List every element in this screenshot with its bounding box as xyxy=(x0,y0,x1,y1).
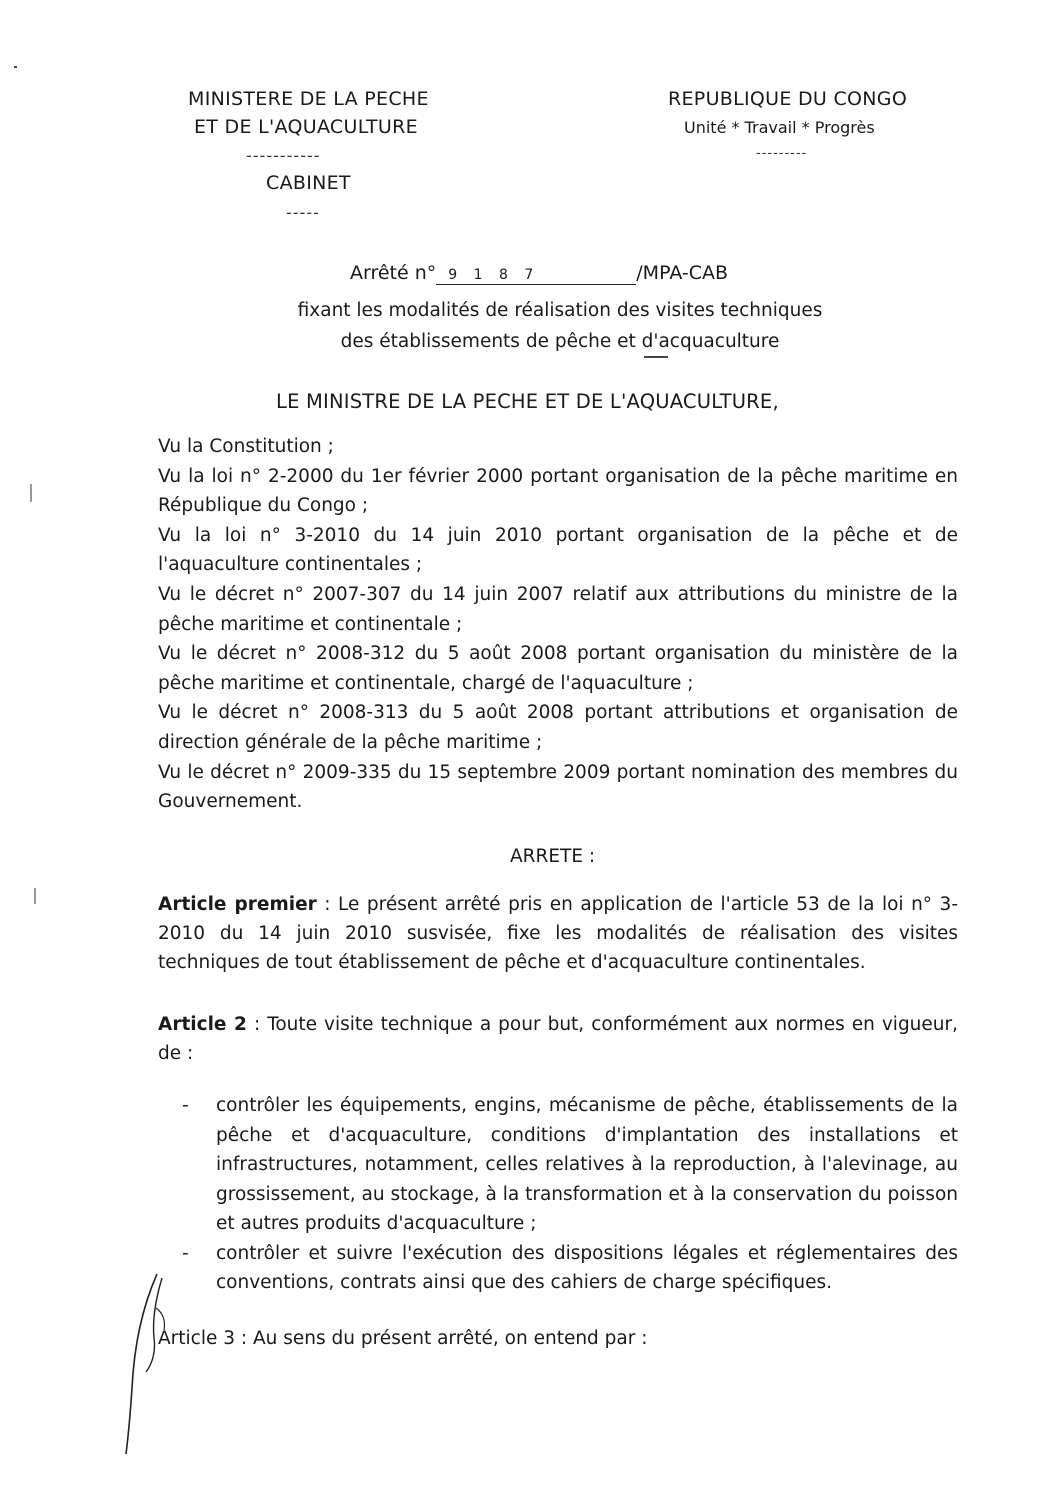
bullet-dash: - xyxy=(182,1242,189,1264)
decree-subtitle-line2: des établissements de pêche et d'acquaculture xyxy=(340,331,780,352)
decree-title xyxy=(350,262,728,285)
article-2-bullets xyxy=(182,1091,958,1298)
arrete-heading: ARRETE : xyxy=(510,846,596,867)
legal-basis-list xyxy=(158,432,958,817)
ministry-name-line2: ET DE L'AQUACULTURE xyxy=(194,116,418,138)
national-motto: Unité * Travail * Progrès xyxy=(684,118,875,137)
decree-subtitle-line1: fixant les modalités de réalisation des visites techniques xyxy=(297,300,823,321)
legal-basis-item: Vu la loi n° 2-2000 du 1er février 2000 portant organisation de la pêche maritime en République du Congo ; xyxy=(158,465,958,517)
handwritten-initials-mark xyxy=(112,1268,182,1458)
scan-speck xyxy=(14,66,17,68)
legal-basis-item: Vu le décret n° 2007-307 du 14 juin 2007 relatif aux attributions du ministre de la pêche maritime et continentale ; xyxy=(158,583,958,635)
cabinet-separator: ----- xyxy=(286,203,320,222)
legal-basis-item: Vu la Constitution ; xyxy=(158,436,334,457)
republic-name: REPUBLIQUE DU CONGO xyxy=(668,88,908,110)
bullet-text: contrôler et suivre l'exécution des dispositions légales et réglementaires des conventions, contrats ainsi que des cahiers de charge spécifiques. xyxy=(216,1242,958,1293)
scan-speck xyxy=(644,356,668,358)
legal-basis-item: Vu la loi n° 3-2010 du 14 juin 2010 portant organisation de la pêche et de l'aquaculture continentales ; xyxy=(158,524,958,576)
cabinet-label: CABINET xyxy=(266,172,351,194)
list-item xyxy=(182,1091,958,1239)
scan-speck xyxy=(30,484,32,502)
legal-basis-item: Vu le décret n° 2008-312 du 5 août 2008 portant organisation du ministère de la pêche maritime et continentale, chargé de l'aquaculture ; xyxy=(158,643,958,694)
minister-heading: LE MINISTRE DE LA PECHE ET DE L'AQUACULTURE, xyxy=(276,390,779,413)
article-1 xyxy=(158,890,958,977)
article-1-label: Article premier xyxy=(158,894,317,915)
ministry-separator: ----------- xyxy=(246,146,321,165)
legal-basis-item: Vu le décret n° 2009-335 du 15 septembre 2009 portant nomination des membres du Gouvernement. xyxy=(158,761,958,813)
article-3-text: : Au sens du présent arrêté, on entend par : xyxy=(235,1328,648,1349)
ministry-name-line1: MINISTERE DE LA PECHE xyxy=(188,88,429,110)
article-2-text: : Toute visite technique a pour but, conformément aux normes en vigueur, de : xyxy=(158,1014,959,1064)
article-1-text: : Le présent arrêté pris en application de l'article 53 de la loi n° 3-2010 du 14 juin 2010 susvisée, fixe les modalités de réalisation des visites techniques de tout établissement de pêche et d'acquaculture continentales. xyxy=(158,894,959,973)
article-3-label: Article 3 xyxy=(158,1328,235,1349)
decree-suffix: /MPA-CAB xyxy=(636,262,729,284)
decree-prefix: Arrêté n° xyxy=(350,262,437,284)
article-2-label: Article 2 xyxy=(158,1014,247,1035)
list-item xyxy=(182,1239,958,1298)
republic-separator: --------- xyxy=(756,146,808,161)
legal-basis-item: Vu le décret n° 2008-313 du 5 août 2008 portant attributions et organisation de direction générale de la pêche maritime ; xyxy=(158,702,958,753)
article-2 xyxy=(158,1010,958,1068)
scan-speck xyxy=(34,888,36,904)
article-3 xyxy=(158,1324,958,1353)
decree-number: 9 1 8 7 xyxy=(436,267,636,285)
bullet-dash: - xyxy=(182,1095,189,1116)
bullet-text: contrôler les équipements, engins, mécanisme de pêche, établissements de la pêche et d'acquaculture, conditions d'implantation des installations et infrastructures, notamment, celles relatives à la reproduction, à l'alevinage, au grossissement, au stockage, à la transformation et à la conservation du poisson et autres produits d'acquaculture ; xyxy=(216,1095,958,1234)
